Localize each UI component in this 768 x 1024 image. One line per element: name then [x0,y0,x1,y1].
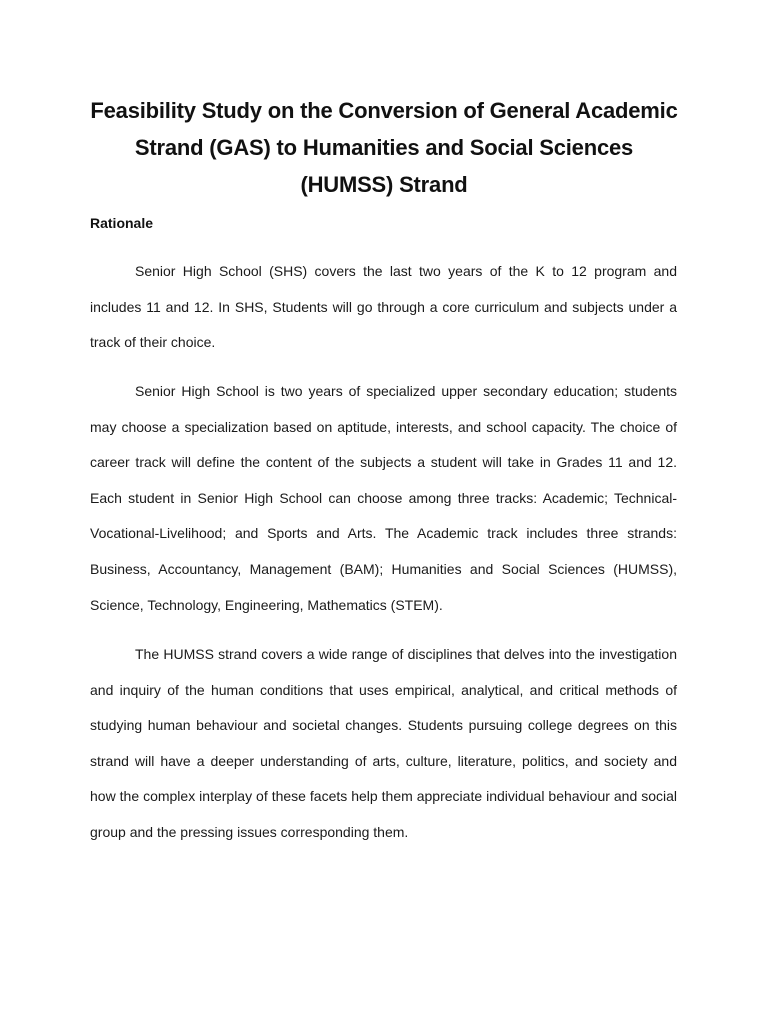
body-paragraph: The HUMSS strand covers a wide range of disciplines that delves into the investigation and inquiry of the human conditions that uses empirical, analytical, and critical methods of studying human behaviour and societal changes. Students pursuing college degrees on this strand will have a deeper understanding of arts, culture, literature, politics, and society and how the complex interplay of these facets help them appreciate individual behaviour and social group and the pressing issues corresponding them. [90,646,677,840]
document-title: Feasibility Study on the Conversion of General Academic Strand (GAS) to Humanities and Social Sciences (HUMSS) Strand [90,98,678,197]
body-paragraph: Senior High School (SHS) covers the last two years of the K to 12 program and includes 11 and 12. In SHS, Students will go through a core curriculum and subjects under a track of their choice. [90,263,677,351]
section-heading-rationale: Rationale [90,215,154,231]
body-paragraph: Senior High School is two years of specialized upper secondary education; students may choose a specialization based on aptitude, interests, and school capacity. The choice of career track will define the content of the subjects a student will take in Grades 11 and 12. Each student in Senior High School can choose among three tracks: Academic; Technical-Vocational-Livelihood; and Sports and Arts. The Academic track includes three strands: Business, Accountancy, Management (BAM); Humanities and Social Sciences (HUMSS), Science, Technology, Engineering, Mathematics (STEM). [90,383,677,613]
